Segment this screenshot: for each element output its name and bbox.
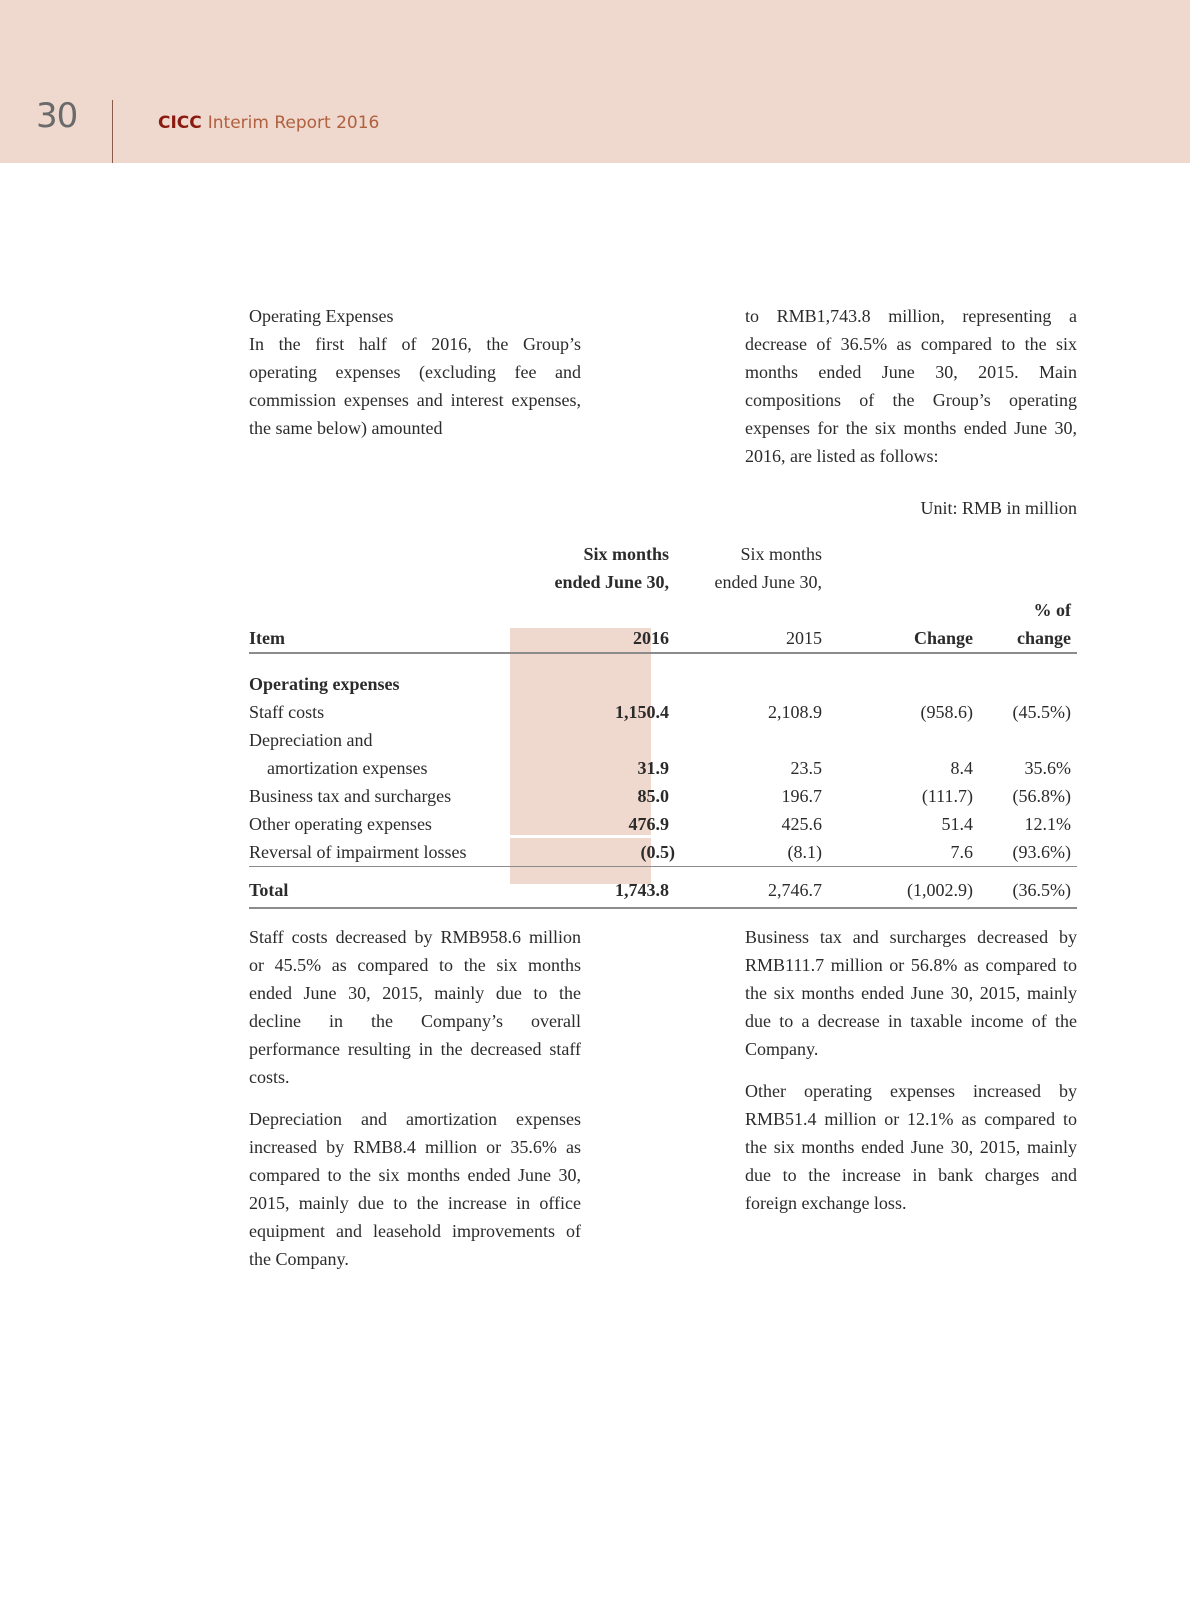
table-row: Other operating expenses 476.9 425.6 51.4 12.1% <box>249 814 1071 834</box>
table-row: Staff costs 1,150.4 2,108.9 (958.6) (45.5%) <box>249 702 1071 722</box>
header-divider <box>112 100 113 163</box>
total-row: Total 1,743.8 2,746.7 (1,002.9) (36.5%) <box>249 873 1077 908</box>
page-number: 30 <box>36 96 78 136</box>
staff-costs-paragraph: Staff costs decreased by RMB958.6 million or 45.5% as compared to the six months ended June 30, 2015, mainly due to the decline in the Company’s overall performance resulting in the decreased staff costs. <box>249 927 581 1087</box>
header-2015-line1: Six months <box>740 544 822 564</box>
section-label: Operating expenses <box>249 674 400 694</box>
business-tax-paragraph: Business tax and surcharges decreased by RMB111.7 million or 56.8% as compared to the six months ended June 30, 2015, mainly due to a decrease in taxable income of the Company. <box>745 927 1077 1059</box>
header-item: Item <box>249 596 528 653</box>
brand-name: CICC <box>158 113 202 133</box>
other-expenses-paragraph: Other operating expenses increased by RMB51.4 million or 12.1% as compared to the six months ended June 30, 2015, mainly due to the increase in bank charges and foreign exchange loss. <box>745 1081 1077 1213</box>
report-subtitle: Interim Report 2016 <box>207 113 380 133</box>
table-row: amortization expenses 31.9 23.5 8.4 35.6% <box>267 758 1071 778</box>
header-2015-line2: ended June 30, <box>714 572 822 592</box>
table-row: Reversal of impairment losses (0.5) (8.1) 7.6 (93.6%) <box>249 838 1077 867</box>
header-2015-line3: 2015 <box>681 596 828 653</box>
operating-expenses-table <box>249 540 1077 909</box>
section-heading: Operating Expenses <box>249 306 394 326</box>
unit-label: Unit: RMB in million <box>920 498 1077 518</box>
discussion-left-column <box>249 923 581 1287</box>
discussion-right-column <box>745 923 1077 1231</box>
intro-right-column <box>745 302 1077 484</box>
header-pct-change: % of change <box>979 596 1077 653</box>
header-2016-line2: ended June 30, <box>554 572 669 592</box>
depreciation-paragraph: Depreciation and amortization expenses increased by RMB8.4 million or 35.6% as compared to the six months ended June 30, 2015, mainly due to the increase in office equipment and leasehold improvements of the Company. <box>249 1109 581 1269</box>
intro-paragraph-left: In the first half of 2016, the Group’s operating expenses (excluding fee and commission expenses and interest expenses, the same below) amounted <box>249 334 581 438</box>
intro-paragraph-right: to RMB1,743.8 million, representing a decrease of 36.5% as compared to the six months ended June 30, 2015. Main compositions of the Group’s operating expenses for the six months ended June 30, 2016, are listed as follows: <box>745 306 1077 466</box>
table-row: Business tax and surcharges 85.0 196.7 (111.7) (56.8%) <box>249 786 1071 806</box>
header-2016-line1: Six months <box>583 544 669 564</box>
header-2016-line3: 2016 <box>528 596 681 653</box>
row-label-continued: Depreciation and <box>249 730 373 750</box>
header-change: Change <box>828 596 979 653</box>
header-band <box>0 0 1190 163</box>
intro-left-column <box>249 302 581 456</box>
report-title <box>158 113 379 133</box>
